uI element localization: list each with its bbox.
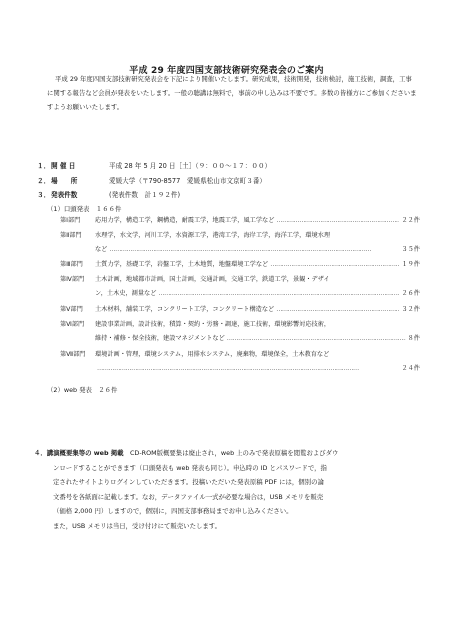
web-presentations-label: （2）web 発表 ２６件 (47, 386, 118, 394)
section-value: 愛媛大学（〒790-8577 愛媛県松山市文京町３番） (109, 177, 267, 185)
department-line (95, 214, 420, 228)
section-value: (発表件数 計１９２件) (109, 191, 181, 199)
section-number: ２． (37, 177, 51, 185)
department-body (95, 303, 420, 317)
department-topics: 建設事業計画，設計技術，積算・契約・労務・調達，施工技術，環境影響対応技術， (95, 321, 331, 328)
section-venue (37, 175, 266, 185)
document-title: 平成 29 年度四国支部技術研究発表会のご案内 (129, 66, 324, 76)
leader-dots (109, 243, 399, 257)
leader-dots (158, 287, 399, 301)
department-line (95, 287, 420, 301)
section-heading: 開 催 日 (51, 162, 76, 170)
department-count: ２６件 (401, 290, 420, 297)
department-line (95, 229, 420, 243)
department-line (95, 332, 420, 346)
department-body (95, 214, 420, 228)
notes-line: （価格 2,000 円）しますので，個別に，四国支部事務局までお申し込みください。 (53, 507, 293, 515)
department-count: ３５件 (401, 246, 420, 253)
department-topics: など (95, 246, 108, 253)
department-count: １９件 (401, 261, 420, 268)
section-number: ４． (34, 449, 47, 457)
notes-line: 定されたサイトよりログインしていただきます。投稿いただいた発表原稿 PDF には，個別の論 (53, 478, 324, 486)
section-heading: 講演概要集等の web 掲載 (46, 449, 124, 457)
oral-presentations-label: （1）口頭発表 １６６件 (47, 205, 122, 213)
leader-dots (276, 303, 399, 317)
department-topics: 土木材料，舗装工学，コンクリート工学，コンクリート構造など (95, 306, 275, 313)
department-topics: 土木計画，地域都市計画，国土計画，交通計画，交通工学，鉄道工学，景観・デザイ (95, 276, 330, 283)
department-name: 第Ⅳ部門 (60, 276, 85, 283)
notes-line: 文番号を各紙面に記載します。なお，データファイル一式が必要な場合は，USB メモリを販売 (53, 492, 324, 501)
department-count: ２４件 (401, 365, 420, 372)
section-number: １． (37, 162, 51, 170)
department-topics: 環境計画・管理，環境システム，用排水システム，廃棄物，環境保全，土木教育など (95, 351, 330, 358)
department-topics: 応用力学，構造工学，鋼構造，耐震工学，地震工学，風工学など (95, 217, 275, 224)
department-line (95, 243, 420, 257)
department-line (95, 318, 420, 332)
department-topics: ン，土木史，測量など (95, 290, 157, 297)
intro-paragraph: 平成 29 年度四国支部技術研究発表会を下記により開催いたします。研究成果，技術開発，技術検討，施工技術，調査，工事に関する報告など会員が発表をいたします。一般の聴講は無料で，事前の申し込みは不要です。多数の皆様方にご参加くださいますようお願いいたします。 (47, 75, 417, 111)
section-value: 平成 28 年 5 月 20 日［土］（９：００～１７：００） (109, 162, 272, 170)
department-count: ３２件 (401, 306, 420, 313)
department-name: 第Ⅱ部門 (60, 232, 82, 239)
department-name: 第Ⅲ部門 (60, 261, 83, 268)
department-topics: 維持・補修・保全技術，建設マネジメントなど (95, 335, 225, 342)
department-body (95, 229, 420, 257)
department-name: 第Ⅰ部門 (60, 217, 81, 224)
leader-dots (97, 362, 399, 376)
department-topics: 水理学，水文学，河川工学，水資源工学，港湾工学，海岸工学，海洋工学，環境水理 (95, 232, 331, 239)
department-name: 第Ⅴ部門 (60, 306, 83, 313)
department-line (95, 362, 420, 376)
department-body (95, 318, 420, 346)
leader-dots (276, 214, 399, 228)
notes-line: CD-ROM版概要集は廃止され，web 上のみで発表原稿を閲覧およびダウ (129, 449, 339, 457)
section-count (37, 189, 180, 199)
section-number: ３． (37, 191, 51, 199)
department-line (95, 258, 420, 272)
leader-dots (270, 258, 399, 272)
department-body (95, 273, 420, 301)
notes-first-line (34, 446, 424, 461)
department-count: ８件 (407, 335, 420, 342)
leader-dots (227, 332, 406, 346)
section-date (37, 160, 271, 170)
department-line (95, 273, 420, 287)
web-publication-section (34, 446, 424, 533)
notes-line: ンロードすることができます（口頭発表も web 発表も同じ）。申込時の ID とパスワードで，指 (53, 463, 327, 472)
department-body (95, 348, 420, 376)
department-line (95, 348, 420, 362)
department-name: 第Ⅵ部門 (60, 321, 85, 328)
department-body (95, 258, 420, 272)
section-heading: 発表件数 (51, 191, 78, 199)
department-line (95, 303, 420, 317)
notes-line: また，USB メモリは当日，受け付けにて販売いたします。 (53, 521, 222, 530)
department-name: 第Ⅶ部門 (60, 351, 86, 358)
department-topics: 土質力学，基礎工学，岩盤工学，土木地質，地盤環境工学など (95, 261, 269, 268)
department-count: ２２件 (401, 217, 420, 224)
section-heading: 場 所 (51, 177, 78, 185)
